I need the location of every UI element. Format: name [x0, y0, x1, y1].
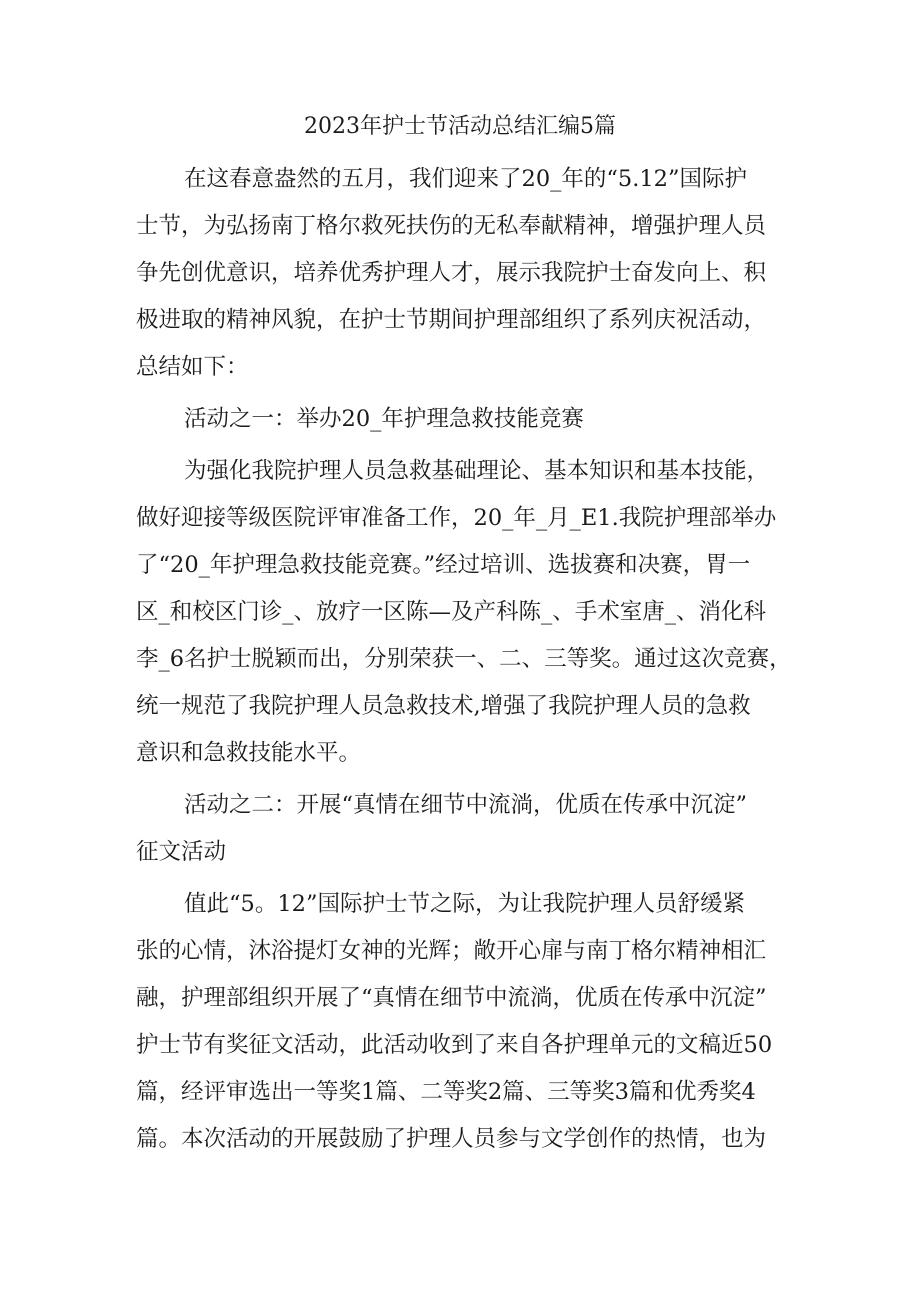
paragraph-line: 做好迎接等级医院评审准备工作，20_年_月_E1.我院护理部举办: [136, 505, 777, 531]
paragraph-line: 士节，为弘扬南丁格尔救死扶伤的无私奉献精神，增强护理人员: [136, 213, 767, 239]
paragraph-line: 极进取的精神风貌，在护士节期间护理部组织了系列庆祝活动，: [136, 307, 767, 333]
paragraph-line: 为强化我院护理人员急救基础理论、基本知识和基本技能，: [184, 458, 770, 484]
paragraph-line: 张的心情，沐浴提灯女神的光辉；敞开心扉与南丁格尔精神相汇: [136, 938, 767, 964]
paragraph-line: 融，护理部组织开展了“真情在细节中流淌，优质在传承中沉淀”: [136, 985, 767, 1011]
paragraph-line: 值此“5。12”国际护士节之际，为让我院护理人员舒缓紧: [184, 891, 745, 917]
paragraph-line: 总结如下：: [136, 354, 249, 380]
paragraph-line: 区_和校区门诊_、放疗一区陈—及产科陈_、手术室唐_、消化科: [136, 599, 767, 625]
section-heading: 征文活动: [136, 839, 227, 865]
paragraph-line: 意识和急救技能水平。: [136, 740, 362, 766]
paragraph-line: 篇。本次活动的开展鼓励了护理人员参与文学创作的热情，也为: [136, 1126, 767, 1152]
section-heading: 活动之二：开展“真情在细节中流淌，优质在传承中沉淀”: [184, 792, 748, 818]
paragraph-line: 李_6名护士脱颖而出，分别荣获一、二、三等奖。通过这次竞赛，: [136, 646, 792, 672]
paragraph-line: 统一规范了我院护理人员急救技术,增强了我院护理人员的急救: [136, 693, 751, 719]
paragraph-line: 护士节有奖征文活动，此活动收到了来自各护理单元的文稿近50: [136, 1032, 773, 1058]
paragraph-line: 篇，经评审选出一等奖1篇、二等奖2篇、三等奖3篇和优秀奖4: [136, 1079, 756, 1105]
document-title: 2023年护士节活动总结汇编5篇: [304, 114, 616, 139]
paragraph-line: 争先创优意识，培养优秀护理人才，展示我院护士奋发向上、积: [136, 260, 767, 286]
paragraph-line: 了“20_年护理急救技能竞赛。”经过培训、选拔赛和决赛，胃一: [136, 552, 751, 578]
paragraph-line: 在这春意盎然的五月，我们迎来了20_年的“5.12”国际护: [184, 166, 747, 192]
section-heading: 活动之一：举办20_年护理急救技能竞赛: [184, 406, 584, 432]
